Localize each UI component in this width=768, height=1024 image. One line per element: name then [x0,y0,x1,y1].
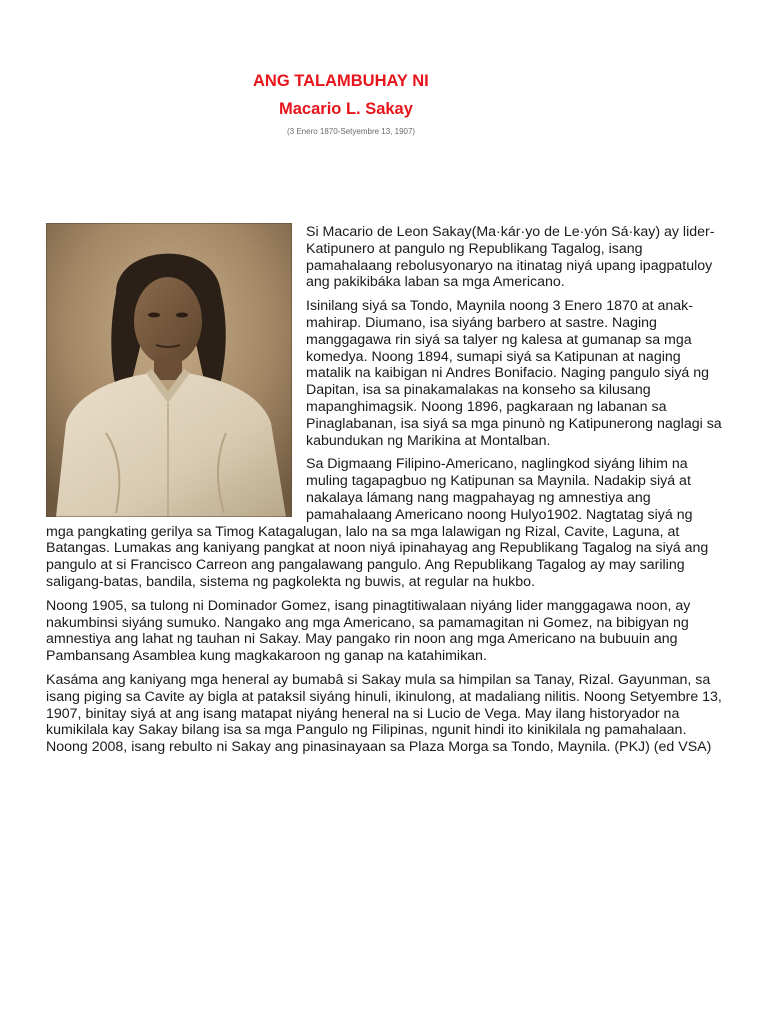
page-subtitle-name: Macario L. Sakay [279,100,413,118]
life-dates: (3 Enero 1870-Setyembre 13, 1907) [287,127,416,136]
paragraph: Si Macario de Leon Sakay(Ma·kár·yo de Le·yón Sá·kay) ay lider- Katipunero at pangulo ng Republikang Tagalog, isang pamahalaang rebolusyonaryo na itinatag niyá upang ipagpatuloy ang pakikibáka laban sa mga Americano. [306,224,715,291]
portrait-spacer [46,224,292,516]
paragraph: Isinilang siyá sa Tondo, Maynila noong 3 Enero 1870 at anak-mahirap. Diumano, isa siyáng barbero at sastre. Naging manggagawa rin siyá sa talyer ng kalesa at gumanap sa mga komedya. Noong 1894, sumapi siyá sa Katipunan at naging matalik na kaibigan ni Andres Bonifacio. Naging pangulo siyá ng Dapitan, isa sa pinakamalakas na konseho sa kilusang mapanghimagsik. Noong 1896, pagkaraan ng labanan sa Pinaglabanan, isa siyá sa mga pinunò ng Katipunerong naglagi sa kabundukan ng Marikina at Montalban. [306,298,722,449]
paragraph: Kasáma ang kaniyang mga heneral ay bumabâ si Sakay mula sa himpilan sa Tanay, Rizal. Gayunman, sa isang piging sa Cavite ay bigla at pataksil siyáng hinuli, ikinulong, at madaliang nilitis. Noong Setyembre 13, 1907, binitay siyá at ang isang matapat niyáng heneral na si Lucio de Vega. May ilang historyador na kumikilala kay Sakay bilang isa sa mga Pangulo ng Filipinas, ngunit hindi ito kinikilala ng pamahalaan. Noong 2008, isang rebulto ni Sakay ang pinasinayaan sa Plaza Morga sa Tondo, Maynila. (PKJ) (ed VSA) [46,671,722,756]
page-title: ANG TALAMBUHAY NI [253,72,429,90]
biography-text [46,224,722,763]
paragraph: Sa Digmaang Filipino-Americano, naglingkod siyáng lihim na muling tagapagbuo ng Katipunan sa Maynila. Nadakip siyá at nakalaya lámang nang magpahayag ng amnestiya ang pamahalaang Americano noong Hulyo1902. Nagtatag siyá ng mga pangkating gerilya sa Timog Katagalugan, lalo na sa mga lalawigan ng Rizal, Cavite, Laguna, at Batangas. Lumakas ang kaniyang pangkat at noon niyá ipinahayag ang Republikang Tagalog na siyá ang pangulo at si Francisco Carreon ang pangalawang pangulo. Ang Republikang Tagalog ay may sariling saligang-batas, bandila, sistema ng pagkolekta ng buwis, at regular na hukbo. [46,456,709,590]
paragraph: Noong 1905, sa tulong ni Dominador Gomez, isang pinagtitiwalaan niyáng lider manggagawa noon, ay nakumbinsi siyáng sumuko. Nangako ang mga Americano, sa pamamagitan ni Gomez, na bibigyan ng amnestiya ang lahat ng tauhan ni Sakay. May pangako rin noon ang mga Americano na bubuuin ang Pambansang Asamblea kung magkakaroon ng ganap na katahimikan. [46,597,691,665]
